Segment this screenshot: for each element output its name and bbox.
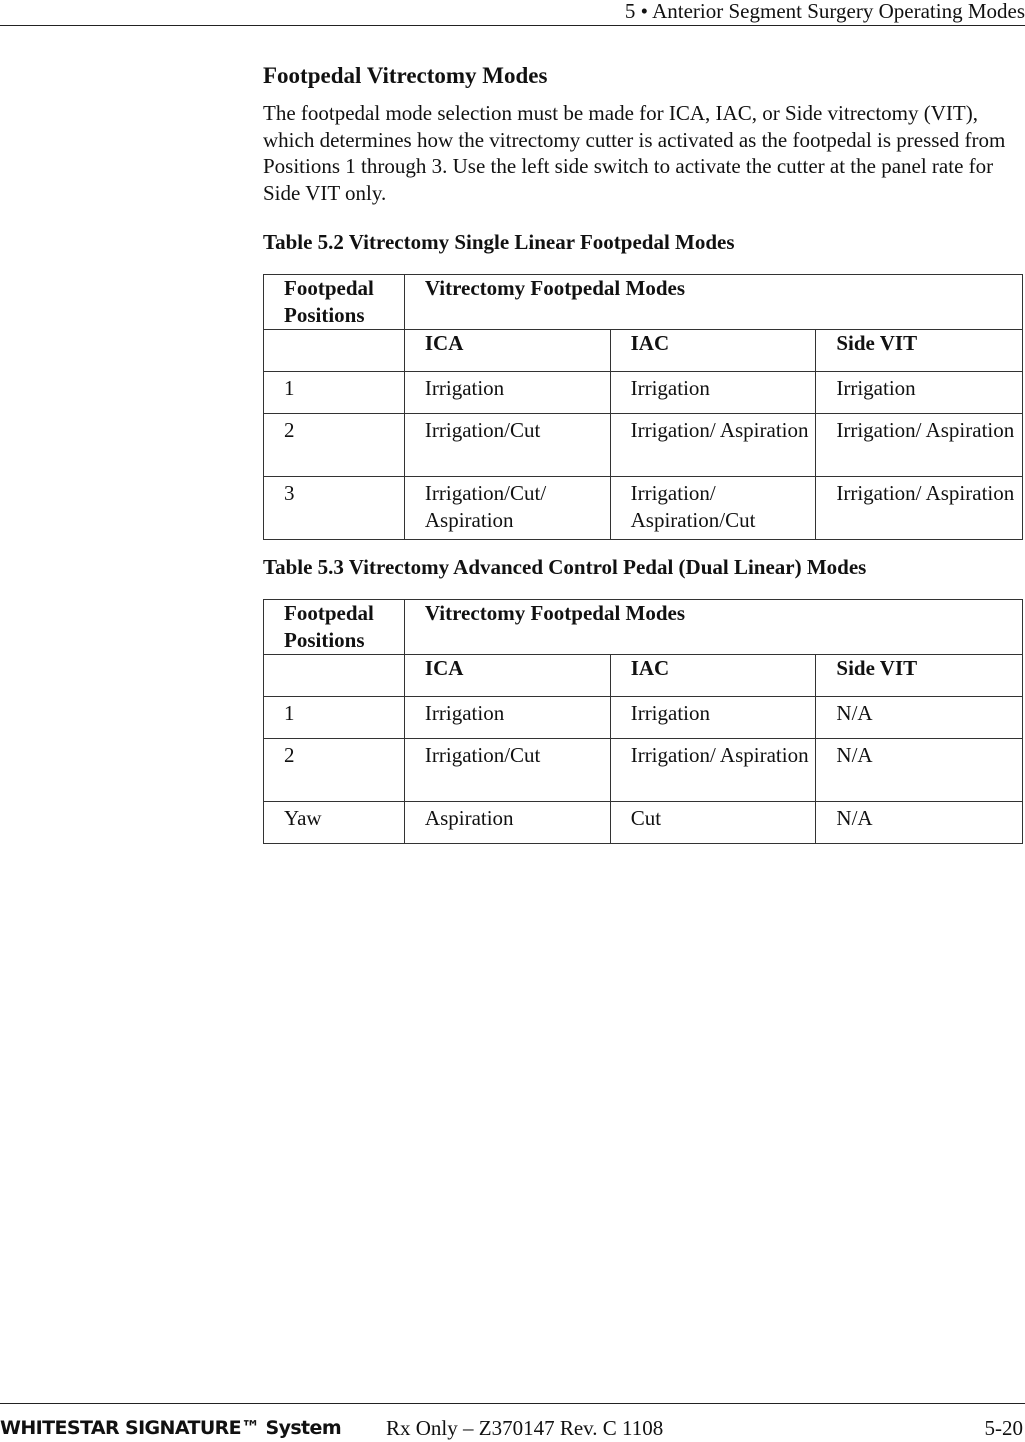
table-cell: Cut	[610, 802, 816, 844]
table1-group-header: Vitrectomy Footpedal Modes	[404, 275, 1022, 330]
table-cell: 3	[264, 477, 405, 540]
table1-col-ica: ICA	[404, 330, 610, 372]
footer-divider	[0, 1403, 1025, 1404]
page-number: 5-20	[984, 1416, 1023, 1440]
table-cell: Irrigation/Cut	[404, 414, 610, 477]
table2-col-side-vit: Side VIT	[816, 655, 1023, 697]
table1-single-linear-modes	[263, 274, 1023, 540]
table-cell: Yaw	[264, 802, 405, 844]
table2-subheader-row	[264, 655, 1023, 697]
table-cell: 1	[264, 372, 405, 414]
table2-col-iac: IAC	[610, 655, 816, 697]
table2-header-row	[264, 600, 1023, 655]
footer-system-name: WHITESTAR SIGNATURE™ System	[0, 1417, 342, 1439]
main-content	[263, 62, 1025, 844]
table-cell: 2	[264, 739, 405, 802]
table-cell: Irrigation/ Aspiration	[610, 414, 816, 477]
table-cell: 2	[264, 414, 405, 477]
table-row	[264, 802, 1023, 844]
table1-col-footpedal-positions: Footpedal Positions	[264, 275, 405, 330]
table2-dual-linear-modes	[263, 599, 1023, 844]
table-cell: Irrigation	[404, 372, 610, 414]
table-cell: N/A	[816, 697, 1023, 739]
table-cell: Irrigation	[610, 372, 816, 414]
table-row	[264, 477, 1023, 540]
table-cell: Irrigation/ Aspiration	[816, 477, 1023, 540]
table-row	[264, 739, 1023, 802]
section-paragraph: The footpedal mode selection must be made for ICA, IAC, or Side vitrectomy (VIT), which determines how the vitrectomy cutter is activated as the footpedal is pressed from Positions 1 through 3. Use the left side switch to activate the cutter at the panel rate for Side VIT only.	[263, 101, 1006, 205]
section-heading: Footpedal Vitrectomy Modes	[263, 63, 548, 88]
table2-caption: Table 5.3 Vitrectomy Advanced Control Pedal (Dual Linear) Modes	[263, 555, 867, 579]
table2-col-ica: ICA	[404, 655, 610, 697]
table-cell: Irrigation	[610, 697, 816, 739]
table-row	[264, 414, 1023, 477]
table-cell: N/A	[816, 802, 1023, 844]
table1-col-side-vit: Side VIT	[816, 330, 1023, 372]
table-cell: Aspiration	[404, 802, 610, 844]
table-cell: Irrigation/Cut	[404, 739, 610, 802]
footer-doc-info: Rx Only – Z370147 Rev. C 1108	[386, 1416, 664, 1440]
table-cell: Irrigation/Cut/ Aspiration	[404, 477, 610, 540]
table2-group-header: Vitrectomy Footpedal Modes	[404, 600, 1022, 655]
table-cell: Irrigation/ Aspiration	[610, 739, 816, 802]
table-cell: Irrigation	[816, 372, 1023, 414]
table2-col-footpedal-positions: Footpedal Positions	[264, 600, 405, 655]
table-cell: Irrigation/ Aspiration	[816, 414, 1023, 477]
table-cell: 1	[264, 697, 405, 739]
table-cell: Irrigation/ Aspiration/Cut	[610, 477, 816, 540]
table-cell: Irrigation	[404, 697, 610, 739]
running-header: 5 • Anterior Segment Surgery Operating Modes	[624, 0, 1025, 23]
table1-header-row	[264, 275, 1023, 330]
table2-empty-cell	[264, 655, 405, 697]
table1-subheader-row	[264, 330, 1023, 372]
header-divider	[0, 25, 1025, 26]
table-row	[264, 697, 1023, 739]
table-cell: N/A	[816, 739, 1023, 802]
table1-caption: Table 5.2 Vitrectomy Single Linear Footpedal Modes	[263, 230, 735, 254]
table1-col-iac: IAC	[610, 330, 816, 372]
table-row	[264, 372, 1023, 414]
table1-empty-cell	[264, 330, 405, 372]
